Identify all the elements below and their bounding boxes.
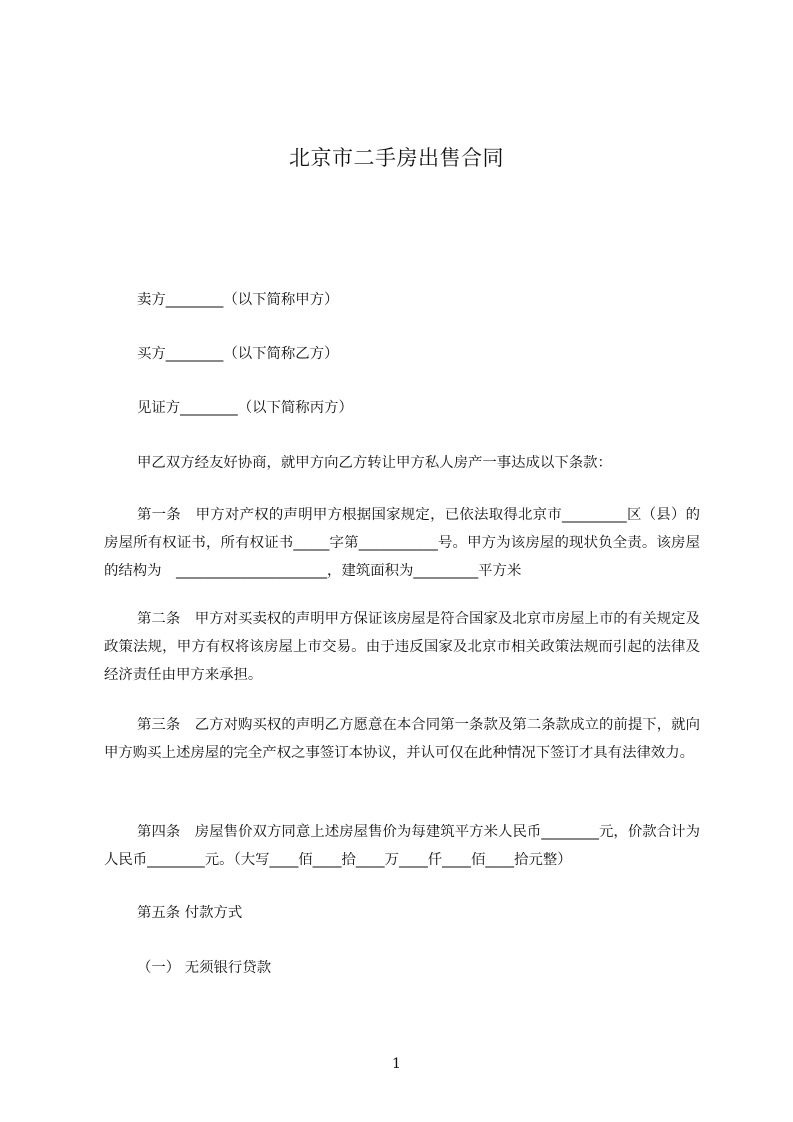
article-2-paragraph: 第二条 甲方对买卖权的声明甲方保证该房屋是符合国家及北京市房屋上市的有关规定及政策法规，甲方有权将该房屋上市交易。由于违反国家及北京市相关政策法规而引起的法律及经济责任由甲方来承担。: [104, 611, 700, 683]
page-number: 1: [392, 1056, 401, 1072]
payment-option-1: （一） 无须银行贷款: [137, 960, 272, 976]
preamble-paragraph: 甲乙双方经友好协商，就甲方向乙方转让甲方私人房产一事达成以下条款：: [137, 455, 612, 471]
document-title: 北京市二手房出售合同: [289, 146, 504, 170]
article-4-paragraph: 第四条 房屋售价双方同意上述房屋售价为每建筑平方米人民币________元，价款合计为人民币________元。（大写____佰____拾____万____仟____佰____拾元整）: [104, 824, 700, 868]
article-1-paragraph: 第一条 甲方对产权的声明甲方根据国家规定，已依法取得北京市_________区（县）的房屋所有权证书，所有权证书_____字第___________号。甲方为该房屋的现状负全责。该房屋的结构为 _____________________，建筑面积为_________平方米: [104, 507, 700, 579]
seller-line: 卖方________（以下简称甲方）: [137, 292, 339, 308]
article-5-heading: 第五条 付款方式: [137, 905, 243, 921]
buyer-line: 买方________（以下简称乙方）: [137, 346, 339, 362]
witness-line: 见证方________（以下简称丙方）: [137, 400, 353, 416]
article-3-paragraph: 第三条 乙方对购买权的声明乙方愿意在本合同第一条款及第二条款成立的前提下，就向甲方购买上述房屋的完全产权之事签订本协议，并认可仅在此种情况下签订才具有法律效力。: [104, 717, 700, 761]
